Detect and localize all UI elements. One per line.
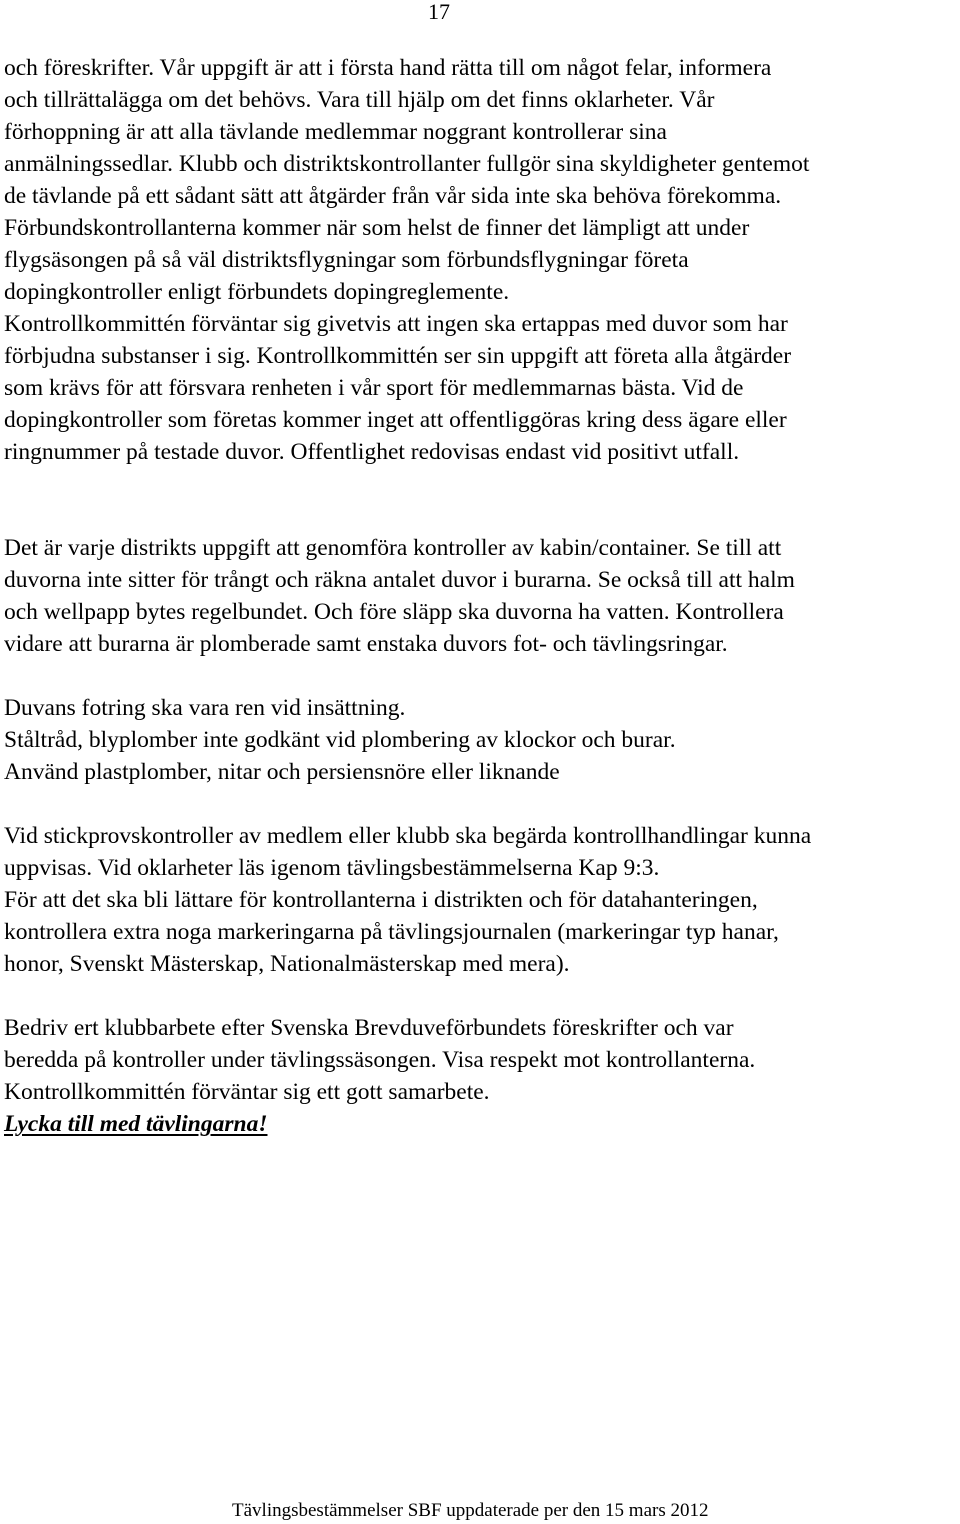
body-line: dopingkontroller som företas kommer inget att offentliggöras kring dess ägare eller	[4, 407, 787, 433]
body-line: Använd plastplomber, nitar och persiensnöre eller liknande	[4, 759, 560, 785]
body-line: vidare att burarna är plomberade samt enstaka duvors fot- och tävlingsringar.	[4, 631, 728, 657]
body-line: som krävs för att försvara renheten i vår sport för medlemmarnas bästa. Vid de	[4, 375, 744, 401]
body-line: ringnummer på testade duvor. Offentlighet redovisas endast vid positivt utfall.	[4, 439, 740, 465]
body-line: Duvans fotring ska vara ren vid insättning.	[4, 695, 406, 721]
body-line: de tävlande på ett sådant sätt att åtgärder från vår sida inte ska behöva förekomma.	[4, 183, 782, 209]
body-line: kontrollera extra noga markeringarna på tävlingsjournalen (markeringar typ hanar,	[4, 919, 779, 945]
body-line: och föreskrifter. Vår uppgift är att i första hand rätta till om något felar, informera	[4, 55, 772, 81]
body-line: För att det ska bli lättare för kontrollanterna i distrikten och för datahanteringen,	[4, 887, 758, 913]
body-line: och tillrättalägga om det behövs. Vara till hjälp om det finns oklarheter. Vår	[4, 87, 715, 113]
closing-line: Lycka till med tävlingarna!	[4, 1111, 268, 1137]
body-line: Kontrollkommittén förväntar sig ett gott samarbete.	[4, 1079, 490, 1105]
body-line: beredda på kontroller under tävlingssäsongen. Visa respekt mot kontrollanterna.	[4, 1047, 756, 1073]
body-line: Det är varje distrikts uppgift att genomföra kontroller av kabin/container. Se till att	[4, 535, 782, 561]
body-line: anmälningssedlar. Klubb och distriktskontrollanter fullgör sina skyldigheter gentemot	[4, 151, 810, 177]
body-line: honor, Svenskt Mästerskap, Nationalmästerskap med mera).	[4, 951, 570, 977]
body-line: Ståltråd, blyplomber inte godkänt vid plombering av klockor och burar.	[4, 727, 676, 753]
body-line: förbjudna substanser i sig. Kontrollkommittén ser sin uppgift att företa alla åtgärder	[4, 343, 792, 369]
page-footer: Tävlingsbestämmelser SBF uppdaterade per den 15 mars 2012	[232, 1500, 709, 1521]
body-line: Kontrollkommittén förväntar sig givetvis att ingen ska ertappas med duvor som har	[4, 311, 788, 337]
body-line: Vid stickprovskontroller av medlem eller klubb ska begärda kontrollhandlingar kunna	[4, 823, 812, 849]
body-line: Bedriv ert klubbarbete efter Svenska Brevduveförbundets föreskrifter och var	[4, 1015, 734, 1041]
body-line: Förbundskontrollanterna kommer när som helst de finner det lämpligt att under	[4, 215, 750, 241]
body-line: förhoppning är att alla tävlande medlemmar noggrant kontrollerar sina	[4, 119, 667, 145]
body-line: och wellpapp bytes regelbundet. Och före släpp ska duvorna ha vatten. Kontrollera	[4, 599, 784, 625]
body-line: flygsäsongen på så väl distriktsflygningar som förbundsflygningar företa	[4, 247, 689, 273]
body-line: uppvisas. Vid oklarheter läs igenom tävlingsbestämmelserna Kap 9:3.	[4, 855, 660, 881]
body-line: duvorna inte sitter för trångt och räkna antalet duvor i burarna. Se också till att halm	[4, 567, 795, 593]
page-number: 17	[428, 0, 450, 24]
body-line: dopingkontroller enligt förbundets dopingreglemente.	[4, 279, 510, 305]
